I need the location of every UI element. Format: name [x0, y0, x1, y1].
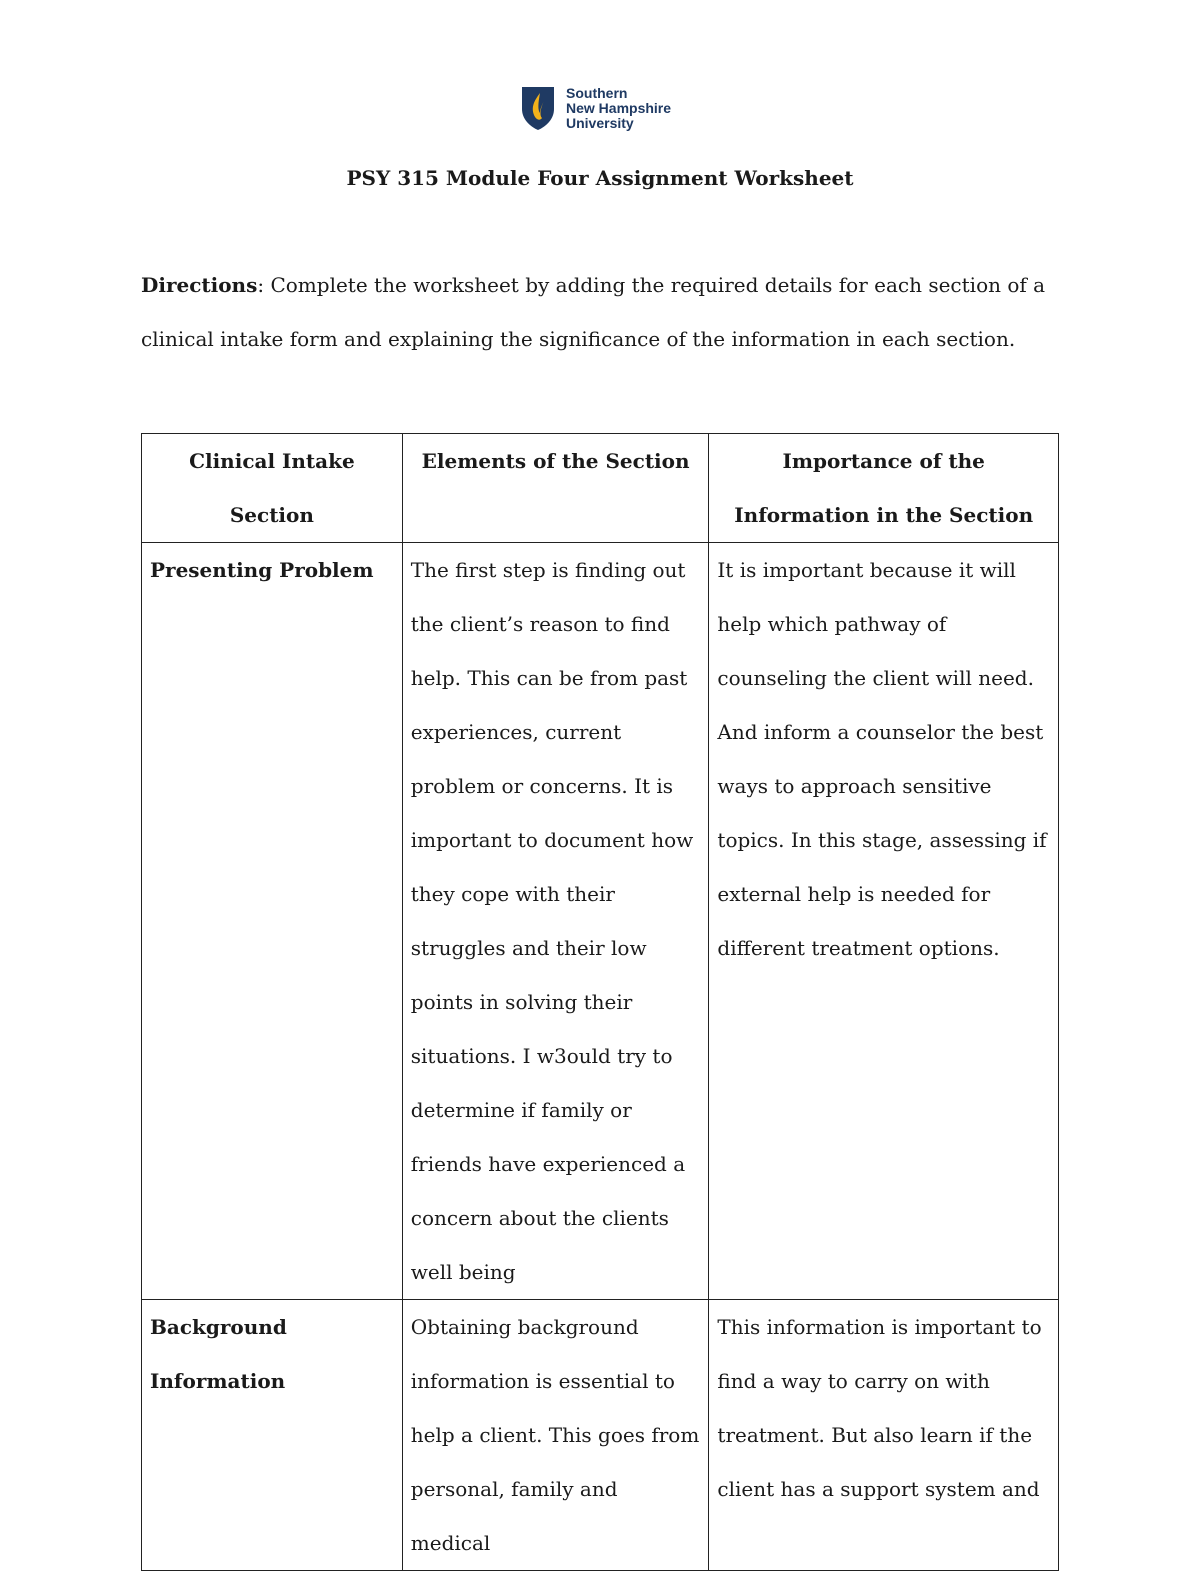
shield-flame-icon	[520, 85, 556, 131]
university-logo	[520, 84, 690, 132]
directions-text: : Complete the worksheet by adding the required details for each section of a clinical intake form and explaining the significance of the information in each section.	[141, 273, 1046, 351]
table-row	[142, 1300, 1059, 1571]
table-row	[142, 543, 1059, 1300]
cell-importance: This information is important to find a way to carry on with treatment. But also learn if the client has a support system and	[709, 1300, 1059, 1571]
page-title: PSY 315 Module Four Assignment Worksheet	[346, 166, 854, 190]
logo-line-1: Southern	[566, 84, 628, 101]
cell-elements: Obtaining background information is essential to help a client. This goes from personal, family and medical	[402, 1300, 709, 1571]
logo-line-2: New Hampshire	[566, 99, 672, 116]
logo-line-3: University	[566, 114, 634, 131]
logo-wordmark	[566, 86, 671, 131]
header-importance: Importance of the Information in the Section	[709, 434, 1059, 543]
cell-elements: The first step is finding out the client’s reason to find help. This can be from past experiences, current problem or concerns. It is important to document how they cope with their struggles and their low points in solving their situations. I w3ould try to determine if family or friends have experienced a concern about the clients well being	[402, 543, 709, 1300]
cell-section: Presenting Problem	[142, 543, 403, 1300]
cell-section: Background Information	[142, 1300, 403, 1571]
header-elements: Elements of the Section	[402, 434, 709, 543]
directions-paragraph	[141, 258, 1061, 366]
table-header-row	[142, 434, 1059, 543]
intake-table	[141, 433, 1059, 1571]
header-section: Clinical Intake Section	[142, 434, 403, 543]
cell-importance: It is important because it will help which pathway of counseling the client will need. And inform a counselor the best ways to approach sensitive topics. In this stage, assessing if external help is needed for different treatment options.	[709, 543, 1059, 1300]
directions-label: Directions	[141, 273, 258, 297]
